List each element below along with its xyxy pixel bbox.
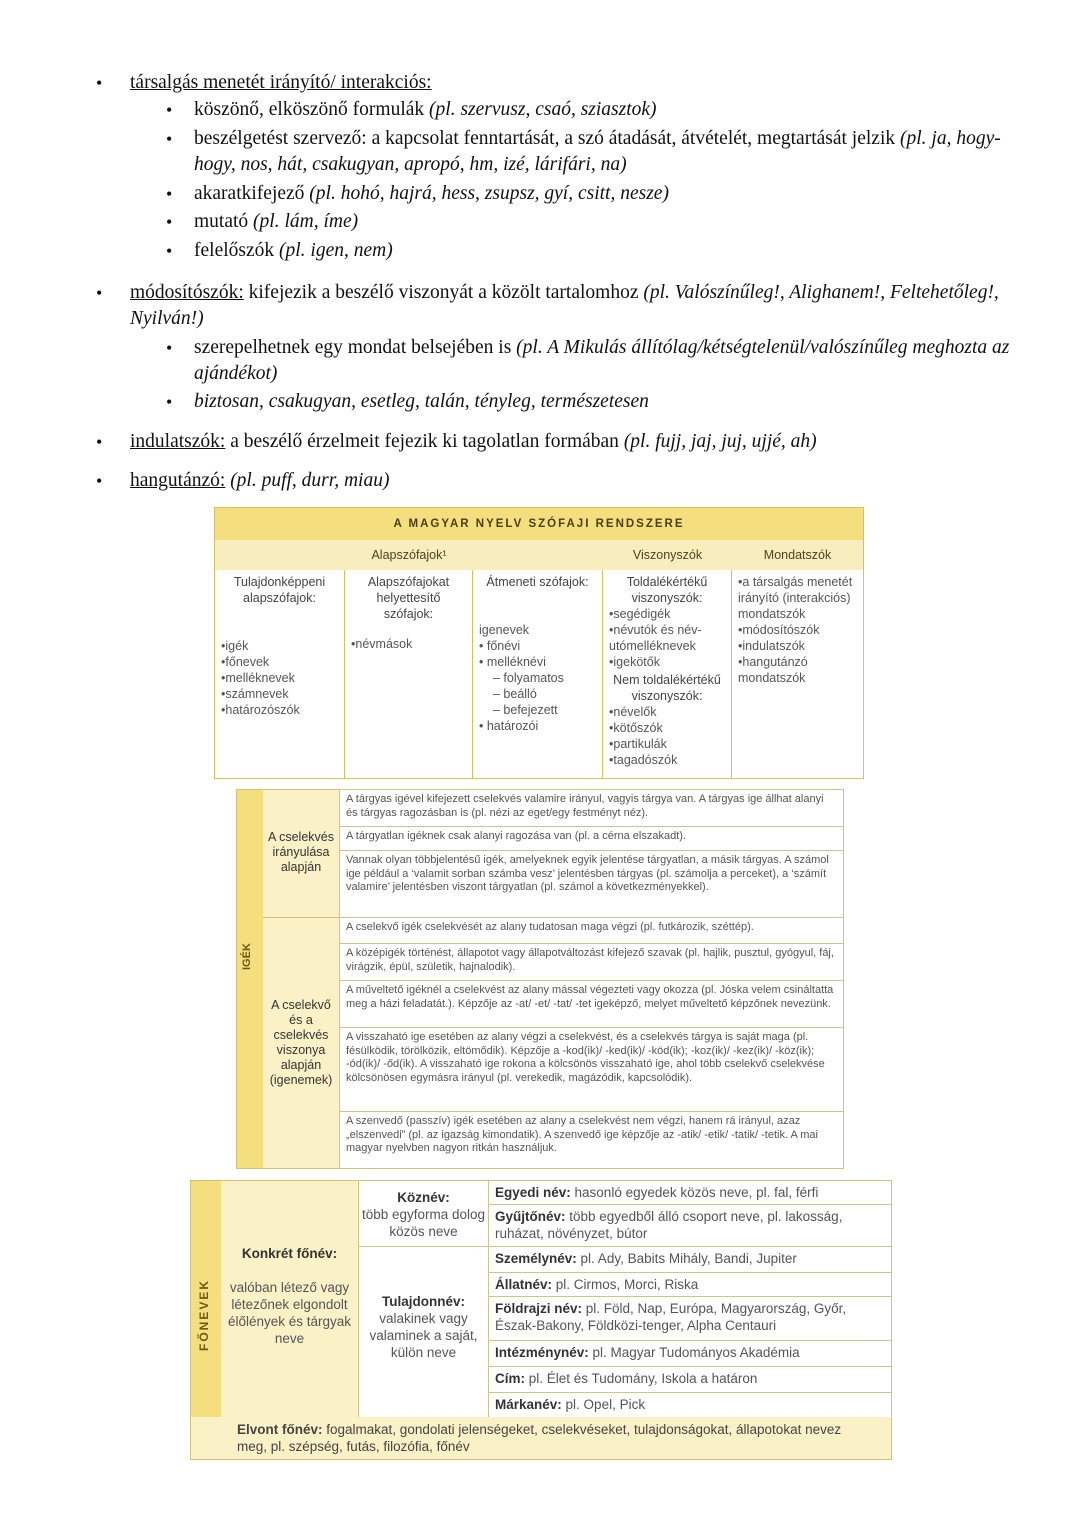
col-viszonyszok: Toldalékértékű viszonyszók: • segédigék • névutók és név-utómelléknevek • igekötők Nem toldalékértékű viszonyszók: • névelők • kötőszók • partikulák • tagadószók [603,570,732,778]
table-row: A tárgyas igével kifejezett cselekvés valamire irányul, vagyis tárgya van. A tárgyas ige állhat alanyi és tárgyas ragozásban is (pl. nézi az eget/egy festményt néz). [339,790,843,827]
header-viszonyszok: Viszonyszók [603,540,733,570]
bullet-indulatszok: • indulatszók: a beszélő érzelmeit fejezik ki tagolatlan formában (pl. fujj, jaj, juj, ujjé, ah) [130,429,1030,455]
col-atmeneti: Átmeneti szófajok: igenevek • főnévi • melléknévi – folyamatos – beálló – befejezett • határozói [473,570,603,778]
table-row: Személynév: pl. Ady, Babits Mihály, Bandi, Jupiter [489,1247,891,1273]
bullet-modosito: • módosítószók: kifejezik a beszélő viszonyát a közölt tartalomhoz (pl. Valószínűleg!, Alighanem!, Feltehetőleg!, Nyilván!) [130,280,1030,332]
table-row: A tárgyatlan igéknek csak alanyi ragozása van (pl. a cérna elszakadt). [339,827,843,851]
col-helyettesito: Alapszófajokat helyettesítő szófajok: • névmások [345,570,473,778]
sub-bullet: • akaratkifejező (pl. hohó, hajrá, hess, zsupsz, gyí, csitt, nesze) [194,181,1024,207]
table-row: Gyűjtőnév: több egyedből álló csoport neve, pl. lakosság, ruházat, növényzet, bútor [489,1205,891,1247]
group-igenemek: A cselekvő és a cselekvés viszonya alapján (igenemek) [263,918,339,1168]
fonevek-table [190,1180,892,1460]
table-row: Állatnév: pl. Cirmos, Morci, Riska [489,1273,891,1297]
table-row: Márkanév: pl. Opel, Pick [495,1397,646,1412]
table-row: Vannak olyan többjelentésű igék, amelyeknek egyik jelentése tárgyatlan, a másik tárgyas. A számol ige például a ‘valamit sorban számba vesz’ jelentésben tárgyas (pl. számolja a perceket), a ‘számít valamire’ jelentésben viszont tárgyatlan (pl. számol a következményekkel). [339,851,843,918]
sub-bullet: • felelőszók (pl. igen, nem) [194,238,1024,264]
table-row: A műveltető igéknél a cselekvést az alany mással végezteti vagy okozza (pl. Jóska velem csináltatta meg a házi feladatát.). Képzője az -at/ -et/ -tat/ -tet igeképző, melyet műveltető képzőnek nevezünk. [339,981,843,1028]
sub-bullet: • köszönő, elköszönő formulák (pl. szervusz, csaó, sziasztok) [194,97,1024,123]
col-mondatszok: • a társalgás menetét irányító (interakciós) mondatszók • módosítószók • indulatszók • hangutánzó mondatszók [732,570,863,778]
table-row: Cím: pl. Élet és Tudomány, Iskola a határon [489,1367,891,1393]
szofaji-rendszer-table [214,507,864,779]
table-row: A visszaható ige esetében az alany végzi a cselekvést, és a cselekvés tárgya is saját maga (pl. fésülködik, törölközik, eltömődik). Képzője a -kod(ik)/ -ked(ik)/ -köd(ik); -koz(ik)/ -kez(ik)/ -köz(ik); -ód(ik)/ -őd(ik). A visszaható ige rokona a kölcsönös visszaható ige, ahol több cselekvő cselekvése kölcsönösen egymásra irányul (pl. verekedik, magázódik, kapcsolódik). [339,1028,843,1112]
elvont-fonev-row: Elvont főnév: fogalmakat, gondolati jelenségeket, cselekvéseket, tulajdonságokat, állapotokat nevez meg, pl. szépség, futás, filozófia, főnév [191,1417,891,1459]
tulajdonnev-cell: Tulajdonnév: valakinek vagy valaminek a saját, külön neve [359,1247,489,1417]
header-alapszofajok: Alapszófajok¹ [215,540,604,570]
table-title: A MAGYAR NYELV SZÓFAJI RENDSZERE [215,508,863,540]
table-row: Intézménynév: pl. Magyar Tudományos Akadémia [489,1341,891,1367]
side-band: IGÉK [237,790,263,1168]
table-row: A cselekvő igék cselekvését az alany tudatosan maga végzi (pl. futkározik, széttép). [339,918,843,944]
table-row: Egyedi név: hasonló egyedek közös neve, pl. fal, férfi [489,1181,891,1205]
sub-bullet: • mutató (pl. lám, íme) [194,209,1024,235]
table-row: A szenvedő (passzív) igék esetében az alany a cselekvést nem végzi, hanem rá irányul, azaz „elszenvedi” (pl. az igazság kimondatik). A szenvedő ige képzője az -atik/ -etik/ -tatik/ -tetik. A mai magyar nyelvben nagyon ritkán használjuk. [339,1112,843,1168]
group-iranyulas: A cselekvés irányulása alapján [263,790,339,918]
side-band: FŐNEVEK [191,1181,221,1417]
bullet-interactive: • társalgás menetét irányító/ interakciós: [130,70,1030,96]
col-tulajdonkeppeni: Tulajdonképpeni alapszófajok: • igék • főnevek • melléknevek • számnevek • határozószók [215,570,345,778]
sub-bullet: • beszélgetést szervező: a kapcsolat fenntartását, a szó átadását, átvételét, megtartását jelzik (pl. ja, hogy-hogy, nos, hát, csakugyan, apropó, hm, izé, lárifári, na) [194,126,1024,178]
sub-bullet: • biztosan, csakugyan, esetleg, talán, tényleg, természetesen [194,389,1024,415]
sub-bullet: • szerepelhetnek egy mondat belsejében is (pl. A Mikulás állítólag/kétségtelenül/valószínűleg meghozta az ajándékot) [194,335,1024,387]
koznev-cell: Köznév: több egyforma dolog közös neve [359,1181,489,1247]
table-row: A középigék történést, állapotot vagy állapotváltozást kifejező szavak (pl. hajlik, pusztul, gyógyul, fáj, virágzik, épül, születik, hajnalodik). [339,944,843,981]
table-row: Földrajzi név: pl. Föld, Nap, Európa, Magyarország, Győr, Észak-Bakony, Földközi-tenger, Alpha Centauri [489,1297,891,1341]
bullet-hangutanzo: • hangutánzó: (pl. puff, durr, miau) [130,468,1030,494]
konkret-fonev-cell: Konkrét főnév: valóban létező vagy létezőnek elgondolt élőlények és tárgyak neve [221,1181,359,1417]
igek-table [236,789,844,1169]
header-mondatszok: Mondatszók [732,540,863,570]
